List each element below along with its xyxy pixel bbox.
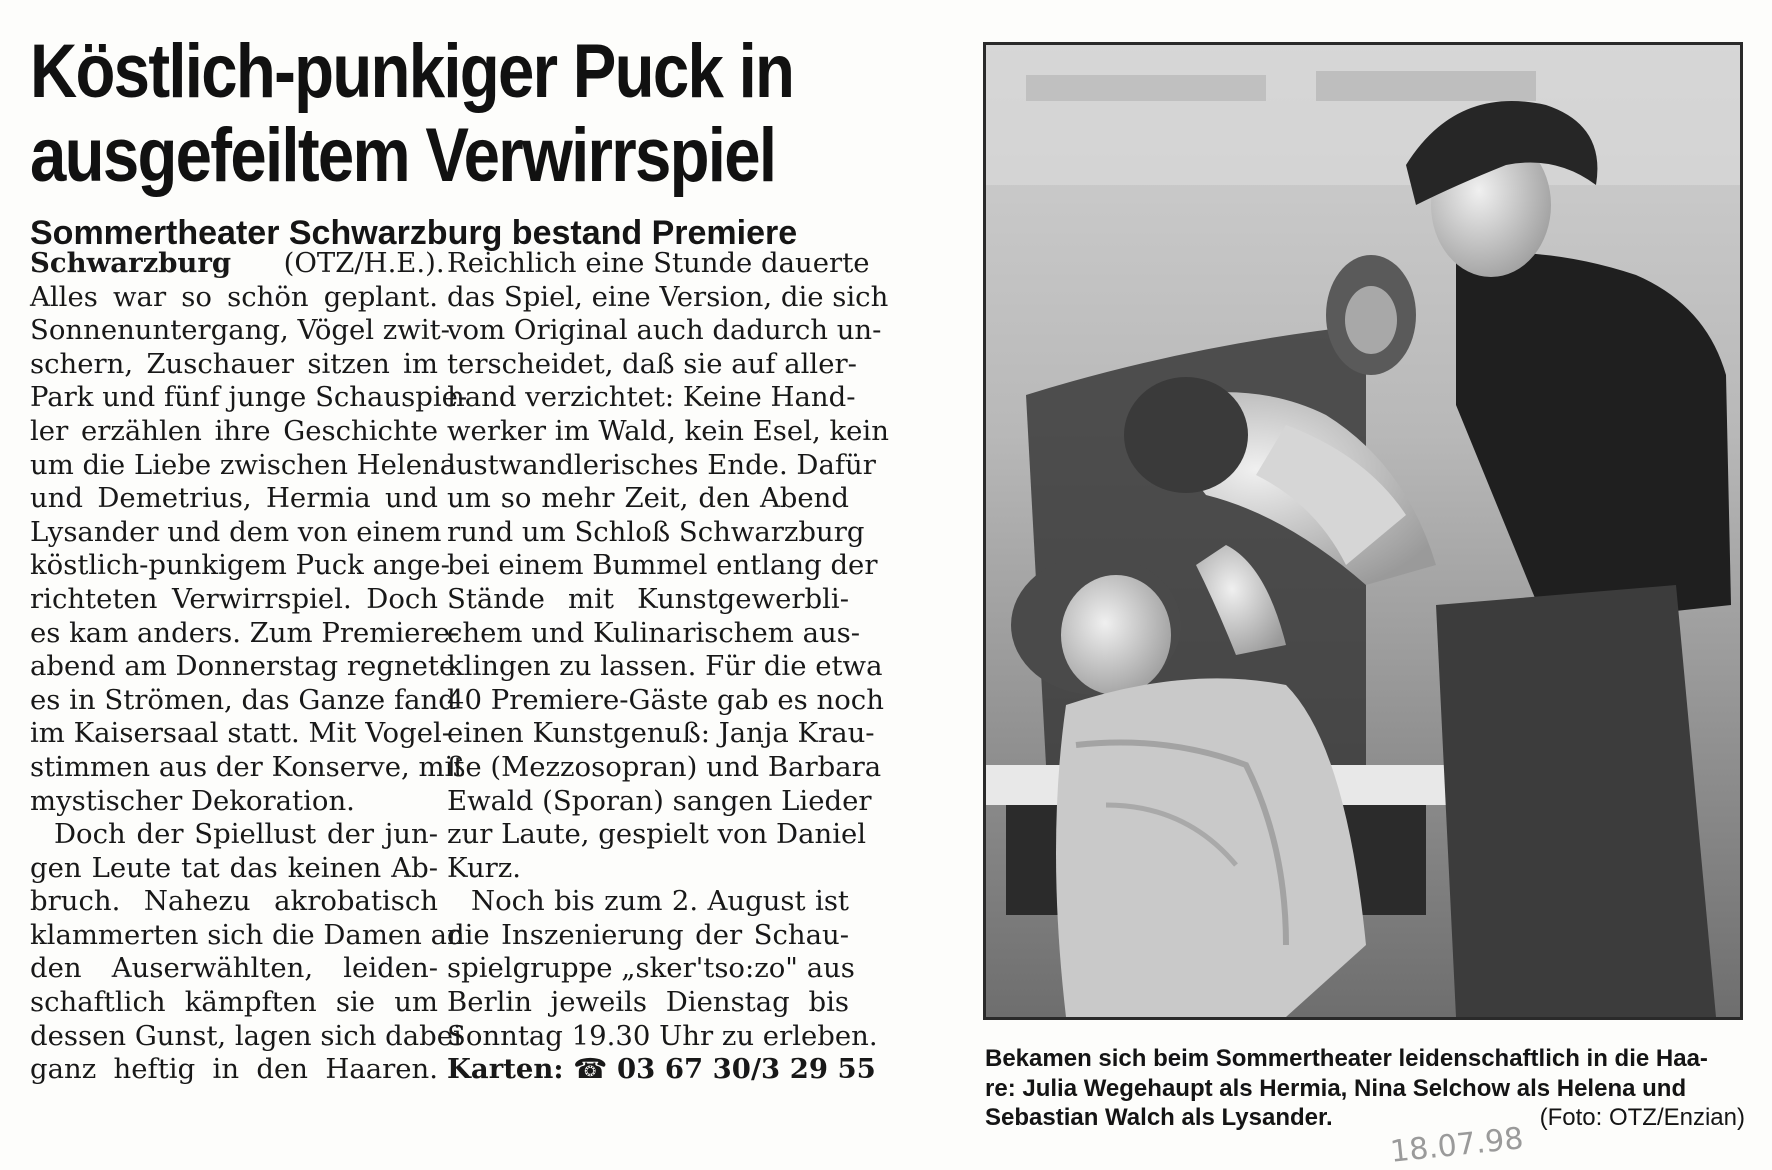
article-line: das Spiel, eine Version, die sich (447, 280, 889, 313)
telephone-icon: ☎ (573, 1053, 608, 1086)
article-line (30, 247, 445, 281)
article-line: bei einem Bummel entlang der (447, 549, 878, 582)
article-line: hand verzichtet: Keine Hand- (447, 381, 856, 414)
caption-line-2: re: Julia Wegehaupt als Hermia, Nina Selchow als Helena und (985, 1074, 1687, 1102)
headline-line-1: Köstlich-punkiger Puck in (30, 29, 794, 114)
article-line: terscheidet, daß sie auf aller- (447, 347, 857, 380)
article-photo (983, 42, 1743, 1020)
dateline: Schwarzburg (30, 247, 232, 279)
article-line: den Auserwählten, leiden- (30, 952, 438, 985)
subheadline: Sommertheater Schwarzburg bestand Premiere (30, 214, 798, 252)
caption-line-3-text: Sebastian Walch als Lysander. (985, 1104, 1333, 1131)
article-line: Reichlich eine Stunde dauerte (447, 247, 870, 279)
article-line: Berlin jeweils Dienstag bis (447, 986, 849, 1019)
article-line: Doch der Spiellust der jun- (54, 818, 438, 851)
article-line: es kam anders. Zum Premiere- (30, 616, 460, 649)
article-line: ler erzählen ihre Geschichte (30, 414, 438, 447)
caption-line-3 (985, 1103, 1745, 1133)
article-line: köstlich-punkigem Puck ange- (30, 549, 450, 582)
photo-credit: (Foto: OTZ/Enzian) (1539, 1104, 1745, 1131)
article-line: gen Leute tat das keinen Ab- (30, 851, 438, 884)
article-line: rund um Schloß Schwarzburg (447, 515, 865, 548)
headline (30, 30, 890, 198)
article-column-2 (447, 247, 889, 1087)
tickets-line (447, 1053, 876, 1087)
article-line: 40 Premiere-Gäste gab es noch (447, 683, 884, 716)
article-line: klammerten sich die Damen an (30, 918, 465, 951)
article-line: Park und fünf junge Schauspie- (30, 381, 468, 414)
article-column-1 (30, 247, 468, 1087)
article-line: lustwandlerisches Ende. Dafür (447, 448, 876, 481)
photo-caption (985, 1044, 1745, 1133)
article-line: schern, Zuschauer sitzen im (30, 347, 438, 380)
article-line: Sonnenuntergang, Vögel zwit- (30, 314, 450, 347)
caption-line-1: Bekamen sich beim Sommertheater leidenschaftlich in die Haa- (985, 1045, 1708, 1072)
stage-photo-illustration (986, 45, 1740, 1017)
tickets-label: Karten: (447, 1053, 564, 1086)
article-line: um so mehr Zeit, den Abend (447, 482, 849, 515)
article-line: ganz heftig in den Haaren. (30, 1053, 438, 1086)
article-line: Ewald (Sporan) sangen Lieder (447, 784, 872, 817)
article-line: die Inszenierung der Schau- (447, 918, 849, 951)
article-line: chem und Kulinarischem aus- (447, 616, 861, 649)
article-line: Stände mit Kunstgewerbli- (447, 582, 849, 615)
handwritten-date-note: 18.07.98 (1388, 1121, 1526, 1170)
article-line: Noch bis zum 2. August ist (471, 885, 849, 918)
article-line: zur Laute, gespielt von Daniel (447, 818, 867, 851)
article-line: mystischer Dekoration. (30, 784, 355, 817)
article-line: stimmen aus der Konserve, mit (30, 750, 465, 783)
article-line: ße (Mezzosopran) und Barbara (447, 750, 882, 783)
tickets-phone: 03 67 30/3 29 55 (616, 1053, 876, 1086)
article-line: spielgruppe „sker'tso:zo" aus (447, 952, 855, 985)
article-line: richteten Verwirrspiel. Doch (30, 582, 438, 615)
article-line: klingen zu lassen. Für die etwa (447, 650, 883, 683)
article-line: um die Liebe zwischen Helena (30, 448, 457, 481)
article-line: abend am Donnerstag regnete (30, 650, 456, 683)
article-line: im Kaisersaal statt. Mit Vogel- (30, 717, 452, 750)
article-line: es in Strömen, das Ganze fand (30, 683, 456, 716)
article-line: vom Original auch dadurch un- (447, 314, 882, 347)
article-line: Kurz. (447, 851, 522, 884)
article-line: Sonntag 19.30 Uhr zu erleben. (447, 1019, 878, 1052)
article-line: werker im Wald, kein Esel, kein (447, 414, 889, 447)
article-line: einen Kunstgenuß: Janja Krau- (447, 717, 875, 750)
article-line: schaftlich kämpften sie um (30, 986, 438, 1019)
article-line-text: (OTZ/H.E.). (283, 247, 445, 279)
article-line: Lysander und dem von einem (30, 515, 442, 548)
article-line: bruch. Nahezu akrobatisch (30, 885, 438, 918)
headline-line-2: ausgefeiltem Verwirrspiel (30, 113, 776, 198)
article-line: Alles war so schön geplant. (30, 280, 438, 313)
article-line: dessen Gunst, lagen sich dabei (30, 1019, 462, 1052)
article-line: und Demetrius, Hermia und (30, 482, 438, 515)
